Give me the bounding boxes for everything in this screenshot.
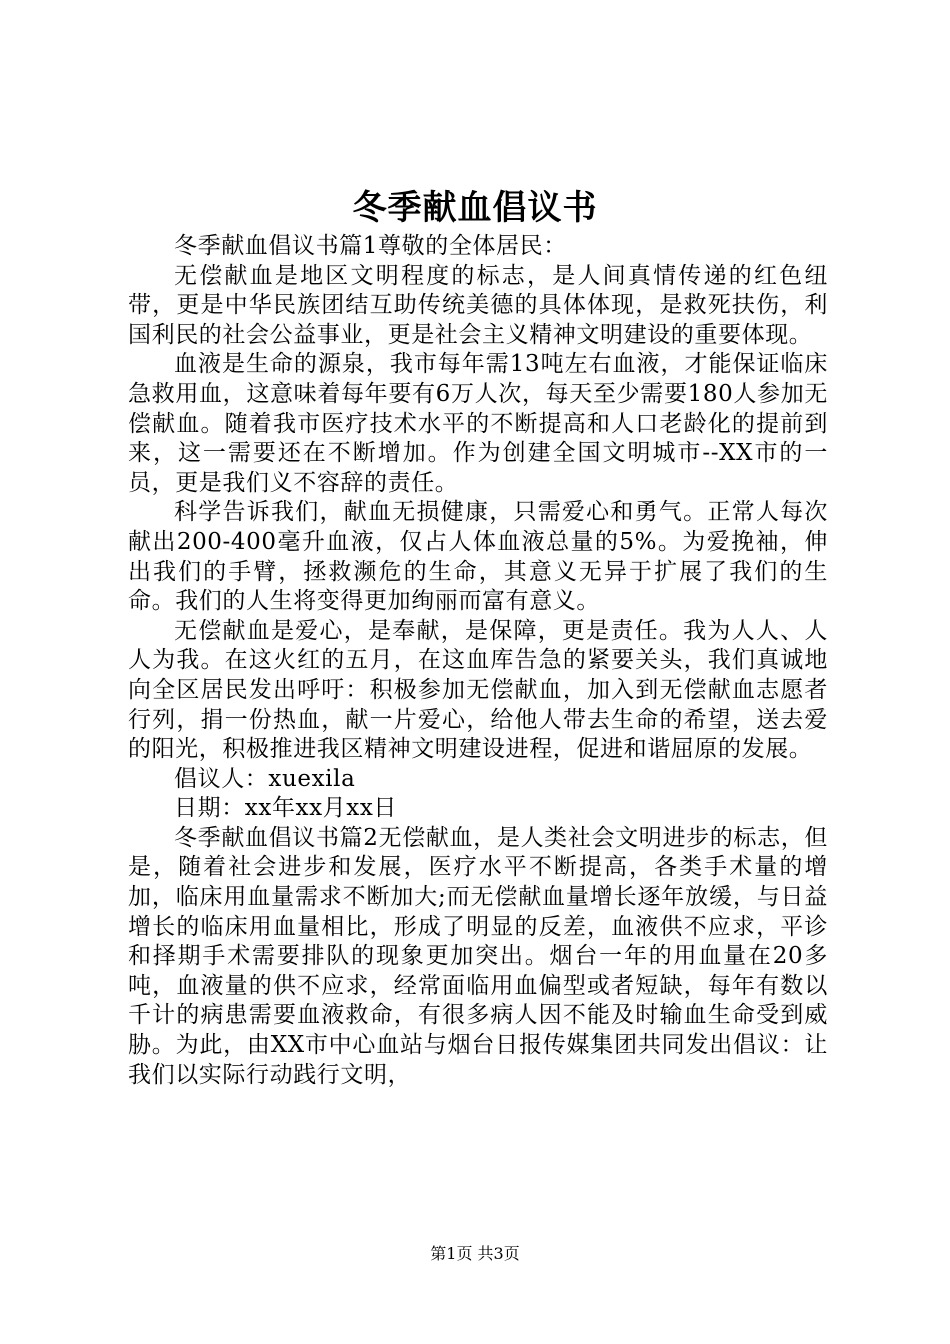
paragraph-health-science: 科学告诉我们，献血无损健康，只需爱心和勇气。正常人每次献出200-400毫升血液，仅占人体血液总量的5%。为爱挽袖，伸出我们的手臂，拯救濒危的生命，其意义无异于扩展了我们的生命。我们的人生将变得更加绚丽而富有意义。 <box>128 499 828 615</box>
paragraph-blood-demand: 血液是生命的源泉，我市每年需13吨左右血液，才能保证临床急救用血，这意味着每年要有6万人次，每天至少需要180人参加无偿献血。随着我市医疗技术水平的不断提高和人口老龄化的提前到来，这一需要还在不断增加。作为创建全国文明城市--XX市的一员，更是我们义不容辞的责任。 <box>128 351 828 496</box>
paragraph-intro-greeting: 冬季献血倡议书篇1尊敬的全体居民： <box>174 233 567 259</box>
paragraph-second-proposal: 冬季献血倡议书篇2无偿献血，是人类社会文明进步的标志，但是，随着社会进步和发展，医疗水平不断提高，各类手术量的增加，临床用血量需求不断加大;而无偿献血量增长逐年放缓，与日益增长的临床用血量相比，形成了明显的反差，血液供不应求，平诊和择期手术需要排队的现象更加突出。烟台一年的用血量在20多吨，血液量的供不应求，经常面临用血偏型或者短缺，每年有数以千计的病患需要血液救命，有很多病人因不能及时输血生命受到威胁。为此，由XX市中心血站与烟台日报传媒集团共同发出倡议：让我们以实际行动践行文明， <box>128 824 828 1088</box>
document-body <box>128 232 828 1090</box>
page-number-footer: 第1页 共3页 <box>430 1244 520 1263</box>
date-line: 日期：xx年xx月xx日 <box>174 795 398 822</box>
proposer-line: 倡议人：xuexila <box>174 765 356 792</box>
paragraph-donation-significance: 无偿献血是地区文明程度的标志，是人间真情传递的红色纽带，更是中华民族团结互助传统美德的具体体现，是救死扶伤，利国利民的社会公益事业，更是社会主义精神文明建设的重要体现。 <box>128 262 828 348</box>
paragraph-call-to-action: 无偿献血是爱心，是奉献，是保障，更是责任。我为人人、人人为我。在这火红的五月，在这血库告急的紧要关头，我们真诚地向全区居民发出呼吁：积极参加无偿献血，加入到无偿献血志愿者行列，捐一份热血，献一片爱心，给他人带去生命的希望，送去爱的阳光，积极推进我区精神文明建设进程，促进和谐屈原的发展。 <box>128 617 828 763</box>
document-title: 冬季献血倡议书 <box>352 188 598 228</box>
